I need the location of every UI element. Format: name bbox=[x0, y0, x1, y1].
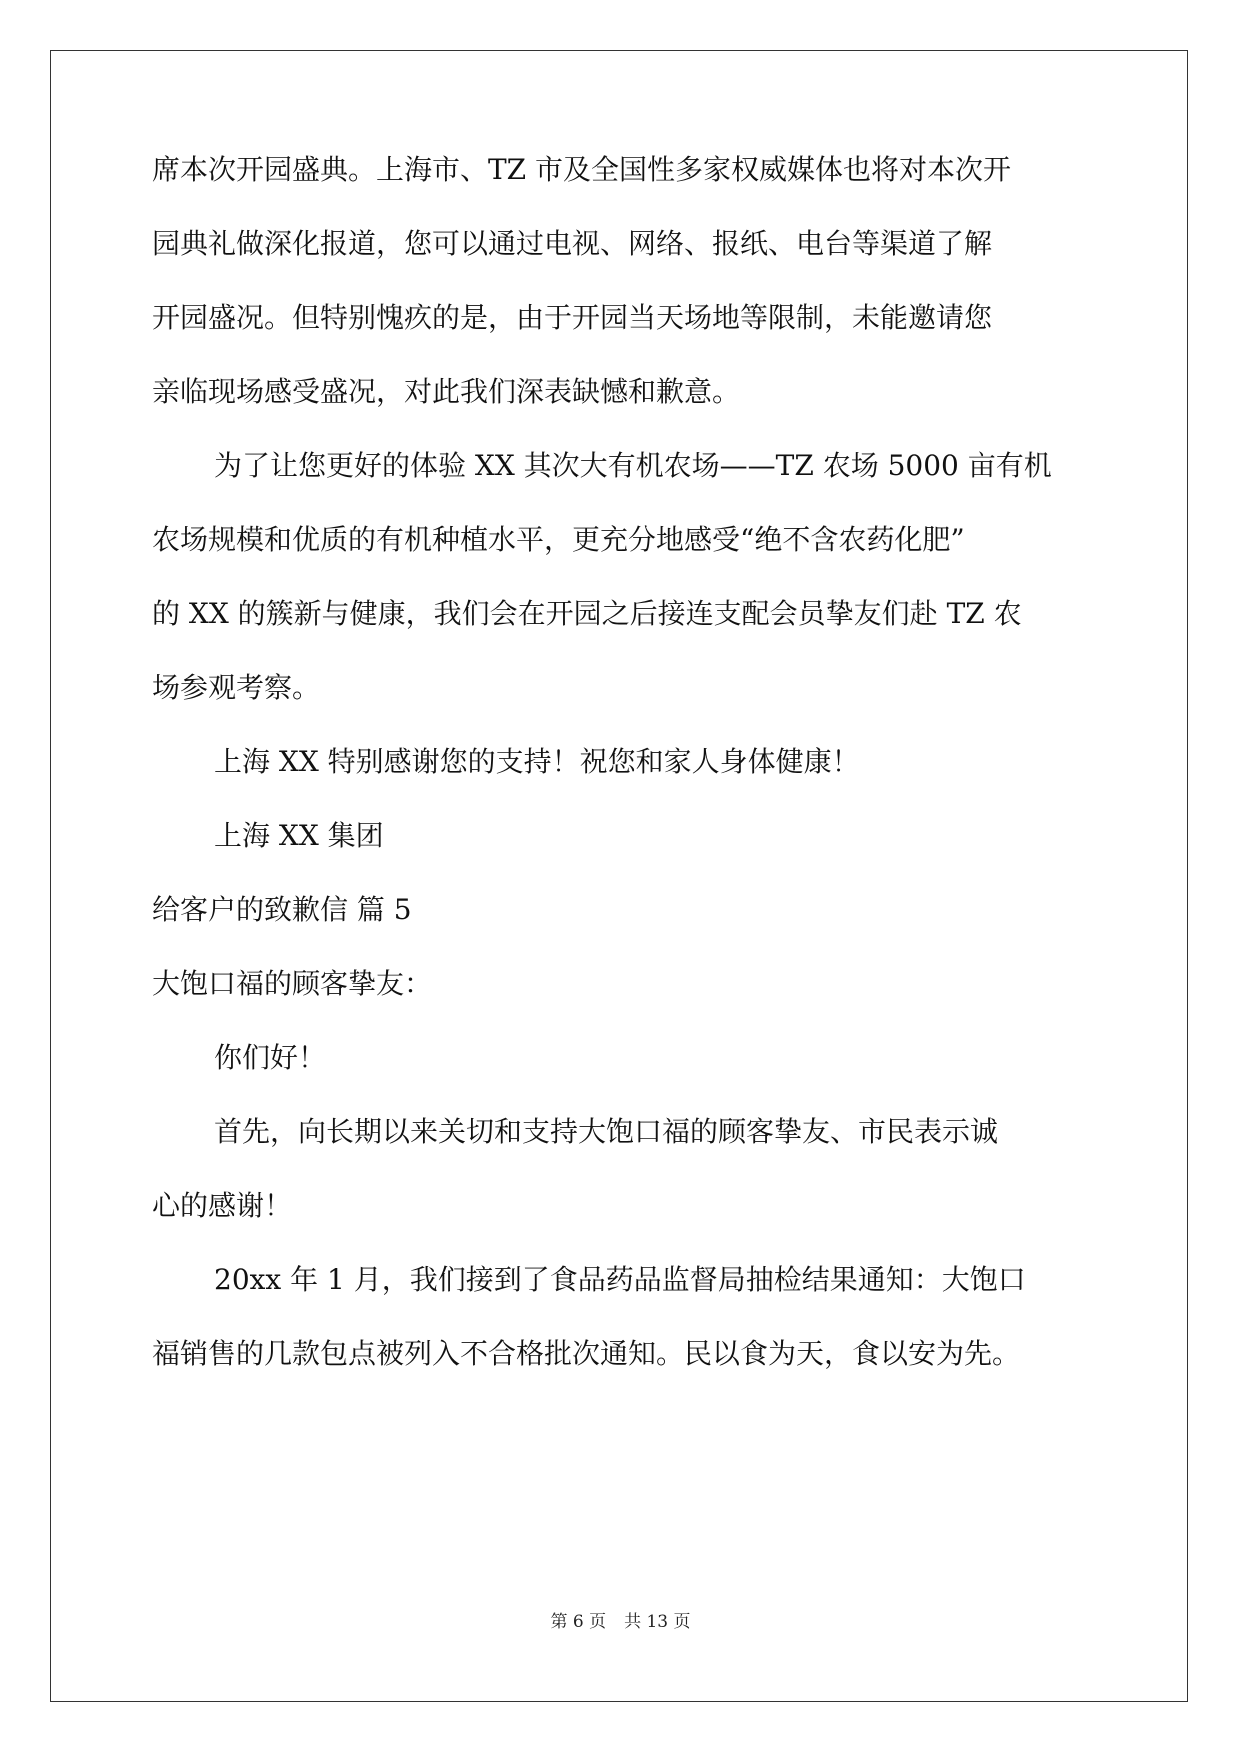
paragraph-line: 首先，向长期以来关切和支持大饱口福的顾客挚友、市民表示诚 bbox=[214, 1115, 999, 1148]
paragraph-line: 的 XX 的簇新与健康，我们会在开园之后接连支配会员挚友们赴 TZ 农 bbox=[152, 597, 1022, 630]
paragraph-line: 园典礼做深化报道，您可以通过电视、网络、报纸、电台等渠道了解 bbox=[152, 227, 993, 260]
paragraph-line: 20xx 年 1 月，我们接到了食品药品监督局抽检结果通知：大饱口 bbox=[214, 1263, 1026, 1296]
paragraph-line: 场参观考察。 bbox=[152, 671, 321, 704]
greeting: 你们好！ bbox=[214, 1041, 327, 1074]
section-heading: 给客户的致歉信 篇 5 bbox=[152, 893, 412, 926]
paragraph-line: 席本次开园盛典。上海市、TZ 市及全国性多家权威媒体也将对本次开 bbox=[152, 153, 1012, 186]
page-number: 第 6 页 bbox=[550, 1612, 607, 1632]
paragraph-line: 开园盛况。但特别愧疚的是，由于开园当天场地等限制，未能邀请您 bbox=[152, 301, 993, 334]
paragraph-line: 福销售的几款包点被列入不合格批次通知。民以食为天，食以安为先。 bbox=[152, 1337, 1021, 1370]
paragraph-line: 亲临现场感受盛况，对此我们深表缺憾和歉意。 bbox=[152, 375, 741, 408]
signature-line: 上海 XX 集团 bbox=[214, 819, 384, 852]
page-footer bbox=[0, 1610, 1241, 1634]
paragraph-line: 上海 XX 特别感谢您的支持！祝您和家人身体健康！ bbox=[214, 745, 860, 778]
total-pages: 共 13 页 bbox=[624, 1612, 691, 1632]
paragraph-line: 心的感谢！ bbox=[152, 1189, 293, 1222]
paragraph-line: 农场规模和优质的有机种植水平，更充分地感受“绝不含农药化肥” bbox=[152, 523, 965, 556]
salutation: 大饱口福的顾客挚友： bbox=[152, 967, 433, 1000]
paragraph-line: 为了让您更好的体验 XX 其次大有机农场——TZ 农场 5000 亩有机 bbox=[214, 449, 1052, 482]
